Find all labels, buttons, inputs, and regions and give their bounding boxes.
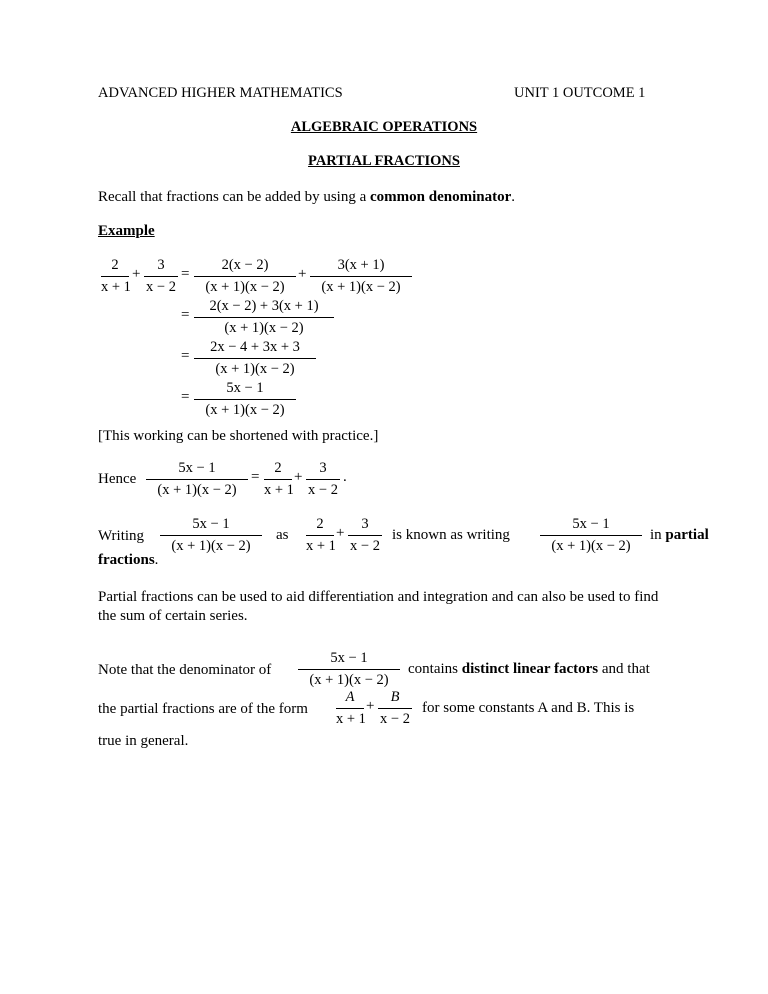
- equals-sign: =: [181, 389, 190, 405]
- frac-result-over-den: $\frac{5x - 1}{(x + 1)(x - 2)}$: [146, 460, 248, 499]
- frac-2-over-xp1: $\frac{2}{x + 1}$: [306, 516, 336, 554]
- equals-sign: =: [181, 266, 190, 282]
- plus-sign: +: [298, 266, 307, 282]
- frac-sum-over-den: $\frac{2(x - 2) + 3(x + 1)}{(x + 1)(x - 2)}$: [194, 298, 334, 337]
- period: .: [343, 469, 347, 485]
- as-label: as: [276, 527, 289, 543]
- frac-result-over-den: $\frac{5x - 1}{(x + 1)(x - 2)}$: [540, 516, 642, 555]
- example-label: Example: [98, 223, 155, 239]
- frac-B-over-xm2: $\frac{B}{x - 2}$: [378, 689, 412, 728]
- plus-sign: +: [294, 469, 303, 485]
- intro-bold: common denominator: [370, 189, 512, 205]
- frac-3xp1-over-den: $\frac{3(x + 1)}{(x + 1)(x - 2)}$: [310, 257, 412, 296]
- note-line3: true in general.: [98, 733, 189, 749]
- frac-expanded-over-den: $\frac{2x - 4 + 3x + 3}{(x + 1)(x - 2)}$: [194, 339, 316, 378]
- frac-2-over-xp1: $\frac{2}{x + 1}$: [264, 460, 294, 498]
- plus-sign: +: [132, 266, 141, 282]
- writing-label: Writing: [98, 528, 145, 544]
- fractions-word: fractions.: [98, 552, 159, 568]
- hence-label: Hence: [98, 471, 137, 487]
- note-line1-end: contains distinct linear factors and that: [408, 661, 650, 677]
- uses-paragraph: Partial fractions can be used to aid differentiation and integration and can also be used to find the sum of certain series.: [98, 589, 659, 624]
- header-left: ADVANCED HIGHER MATHEMATICS: [98, 85, 343, 101]
- topic-title: PARTIAL FRACTIONS: [308, 153, 460, 169]
- plus-sign: +: [366, 698, 375, 714]
- shortened-note: [This working can be shortened with practice.]: [98, 428, 379, 444]
- frac-2-over-xp1: $\frac{2}{x + 1}$: [101, 257, 131, 295]
- equals-sign: =: [181, 348, 190, 364]
- note-line2-start: the partial fractions are of the form: [98, 701, 308, 717]
- frac-A-over-xp1: $\frac{A}{x + 1}$: [336, 689, 366, 727]
- header-right: UNIT 1 OUTCOME 1: [514, 85, 646, 101]
- frac-2xm2-over-den: $\frac{2(x - 2)}{(x + 1)(x - 2)}$: [194, 257, 296, 296]
- note-line2-end: for some constants A and B. This is: [422, 700, 635, 716]
- frac-3-over-xm2: $\frac{3}{x - 2}$: [306, 460, 340, 499]
- equals-sign: =: [251, 469, 260, 485]
- equals-sign: =: [181, 307, 190, 323]
- intro-text: Recall that fractions can be added by using a common denominator.: [98, 189, 515, 205]
- frac-3-over-xm2: $\frac{3}{x - 2}$: [348, 516, 382, 555]
- section-title: ALGEBRAIC OPERATIONS: [290, 119, 478, 135]
- frac-result-over-den: $\frac{5x - 1}{(x + 1)(x - 2)}$: [194, 380, 296, 419]
- note-line1-start: Note that the denominator of: [98, 662, 272, 678]
- known-as-text: is known as writing: [392, 527, 510, 543]
- plus-sign: +: [336, 525, 345, 541]
- frac-result-over-den: $\frac{5x - 1}{(x + 1)(x - 2)}$: [298, 650, 400, 689]
- frac-result-over-den: $\frac{5x - 1}{(x + 1)(x - 2)}$: [160, 516, 262, 555]
- frac-3-over-xm2: $\frac{3}{x - 2}$: [144, 257, 178, 296]
- in-partial-text: in partial: [650, 527, 709, 543]
